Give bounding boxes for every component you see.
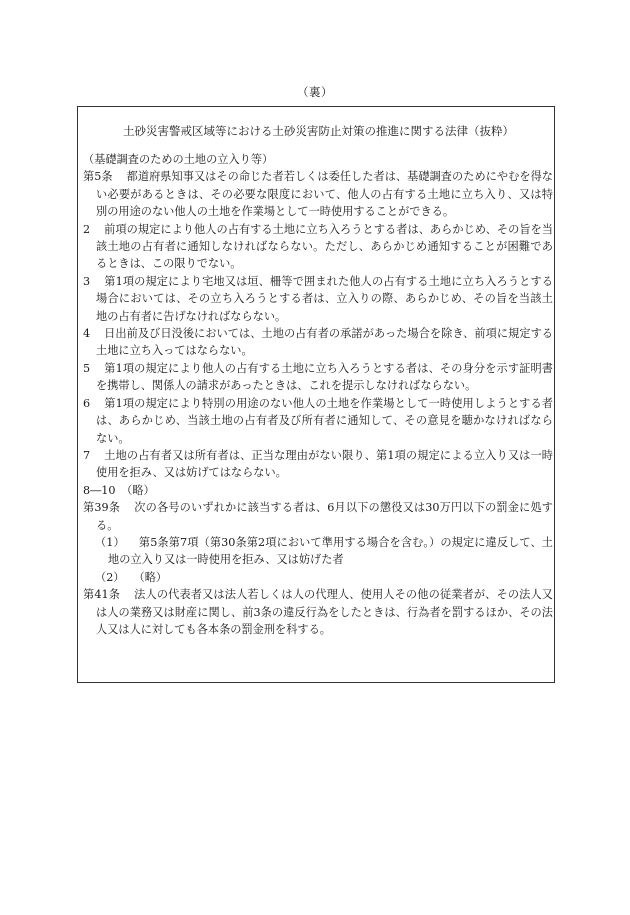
omitted-paragraphs: 8―10 （略） (83, 483, 155, 497)
paragraph-text: 日出前及び日没後においては、土地の占有者の承諾があった場合を除き、前項に規定する土地に立ち入ってはならない。 (96, 327, 553, 358)
paragraph-number: 2 (83, 222, 91, 236)
paragraph-number: 7 (83, 448, 91, 462)
article-number: 第41条 (83, 588, 121, 602)
article-5 (83, 168, 553, 220)
paragraph-text: 前項の規定により他人の占有する土地に立ち入ろうとする者は、あらかじめ、その旨を当該土地の占有者に通知しなければならない。ただし、あらかじめ通知することが困難であるときは、この限りでない。 (96, 222, 553, 271)
article-39-item-2 (83, 569, 553, 586)
article-text: 都道府県知事又はその命じた者若しくは委任した者は、基礎調査のためにやむを得ない必要があるときは、その必要な限度において、他人の占有する土地に立ち入り、又は特別の用途のない他人の土地を作業場として一時使用することができる。 (96, 170, 553, 219)
law-title: 土砂災害警戒区域等における土砂災害防止対策の推進に関する法律（抜粋） (123, 124, 514, 138)
paragraph-text: 土地の占有者又は所有者は、正当な理由がない限り、第1項の規定による立入り又は一時使用を拒み、又は妨げてはならない。 (96, 448, 553, 480)
item-number: （2） (95, 570, 125, 584)
page-side-label: （裏） (297, 85, 333, 99)
article-number: 第39条 (83, 501, 121, 515)
paragraph-text: 第1項の規定により他人の占有する土地に立ち入ろうとする者は、その身分を示す証明書を携帯し、関係人の請求があったときは、これを提示しなければならない。 (96, 361, 553, 393)
paragraph-number: 6 (83, 396, 91, 410)
article-text: 法人の代表者又は法人若しくは人の代理人、使用人その他の従業者が、その法人又は人の業務又は財産に関し、前3条の違反行為をしたときは、行為者を罰するほか、その法人又は人に対しても各本条の罰金刑を科する。 (96, 588, 553, 636)
paragraph-3 (83, 273, 553, 325)
paragraph-6 (83, 395, 553, 447)
item-number: （1） (95, 535, 125, 549)
paragraph-text: 第1項の規定により宅地又は垣、柵等で囲まれた他人の占有する土地に立ち入ろうとする場合においては、その立ち入ろうとする者は、立入りの際、あらかじめ、その旨を当該土地の占有者に告げなければならない。 (96, 274, 553, 323)
article-41 (83, 586, 553, 638)
item-text: （略） (133, 570, 168, 584)
article-text: 次の各号のいずれかに該当する者は、6月以下の懲役又は30万円以下の罰金に処する。 (96, 501, 553, 532)
article-39 (83, 499, 553, 534)
paragraph-number: 3 (83, 274, 91, 288)
paragraph-number: 5 (83, 361, 91, 375)
paragraph-text: 第1項の規定により特別の用途のない他人の土地を作業場として一時使用しようとする者は、あらかじめ、当該土地の占有者及び所有者に通知して、その意見を聴かなければならない。 (96, 396, 553, 445)
paragraph-7 (83, 447, 553, 482)
article-39-item-1 (83, 534, 553, 569)
item-text: 第5条第7項（第30条第2項において準用する場合を含む。）の規定に違反して、土地の立入り又は一時使用を拒み、又は妨げた者 (108, 535, 553, 567)
section-heading: （基礎調査のための土地の立入り等） (83, 153, 274, 166)
paragraph-5 (83, 360, 553, 395)
paragraph-2 (83, 221, 553, 273)
paragraph-4 (83, 325, 553, 360)
paragraph-number: 4 (83, 327, 91, 341)
excerpt-body (83, 151, 553, 638)
article-number: 第5条 (83, 170, 113, 184)
